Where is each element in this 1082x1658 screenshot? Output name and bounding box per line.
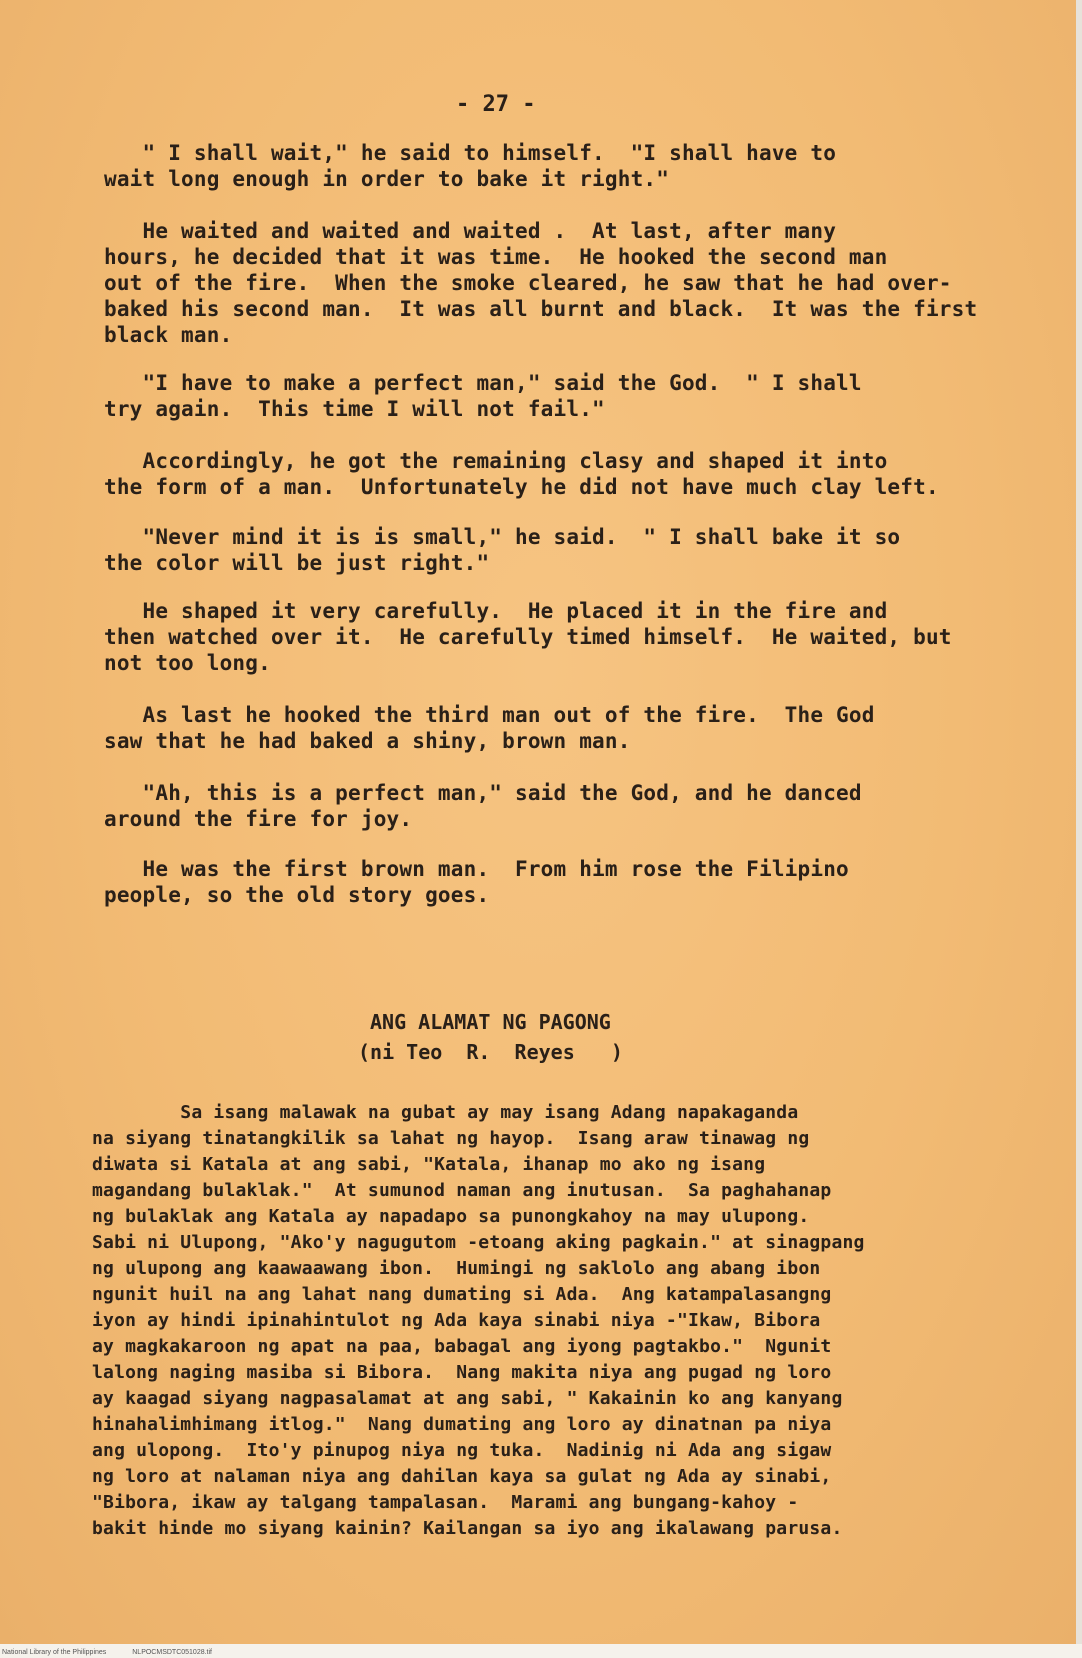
paragraph-6: He shaped it very carefully. He placed it in the fire and then watched over it. He carefully timed himself. He waited, but not too long. — [104, 599, 952, 675]
paragraph-7: As last he hooked the third man out of the fire. The God saw that he had baked a shiny, brown man. — [104, 703, 875, 753]
story-title: ANG ALAMAT NG PAGONG — [370, 1010, 611, 1034]
footer-file: NLPOCMSDTC051028.tif — [132, 1649, 213, 1656]
footer-library: National Library of the Philippines — [2, 1649, 107, 1656]
paragraph-8: "Ah, this is a perfect man," said the God, and he danced around the fire for joy. — [104, 781, 862, 831]
paragraph-1: " I shall wait," he said to himself. "I shall have to wait long enough in order to bake it right." — [104, 141, 837, 191]
paragraph-4: Accordingly, he got the remaining clasy and shaped it into the form of a man. Unfortunately he did not have much clay left. — [104, 449, 939, 499]
paragraph-3: "I have to make a perfect man," said the God. " I shall try again. This time I will not fail." — [104, 371, 862, 421]
scan-footer — [2, 1649, 236, 1656]
paragraph-2: He waited and waited and waited . At last, after many hours, he decided that it was time. He hooked the second man out of the fire. When the smoke cleared, he saw that he had over- baked his second man. It was all burnt and black. It was the first black man. — [104, 219, 978, 347]
page-edge — [1076, 0, 1082, 1658]
paragraph-9: He was the first brown man. From him rose the Filipino people, so the old story goes. — [104, 857, 849, 907]
story-author: (ni Teo R. Reyes ) — [358, 1040, 623, 1064]
tagalog-story-text: Sa isang malawak na gubat ay may isang Adang napakaganda na siyang tinatangkilik sa lahat ng hayop. Isang araw tinawag ng diwata si Katala at ang sabi, "Katala, ihanap mo ako ng isang magandang bulaklak." At sumunod naman ang inutusan. Sa paghahanap ng bulaklak ang Katala ay napadapo sa punongkahoy na may ulupong. Sabi ni Ulupong, "Ako'y nagugutom -etoang aking pagkain." at sinagpang ng ulupong ang kaawaawang ibon. Humingi ng saklolo ang abang ibon ngunit huil na ang lahat nang dumating si Ada. Ang katampalasangng iyon ay hindi ipinahintulot ng Ada kaya sinabi niya -"Ikaw, Bibora ay magkakaroon ng apat na paa, babagal ang iyong pagtakbo." Ngunit lalong naging masiba si Bibora. Nang makita niya ang pugad ng loro ay kaagad siyang nagpasalamat at ang sabi, " Kakainin ko ang kanyang hinahalimhimang itlog." Nang dumating ang loro ay dinatnan pa niya ang ulopong. Ito'y pinupog niya ng tuka. Nadinig ni Ada ang sigaw ng loro at nalaman niya ang dahilan kaya sa gulat ng Ada ay sinabi, "Bibora, ikaw ay talgang tampalasan. Marami ang bungang-kahoy - bakit hinde mo siyang kainin? Kailangan sa iyo ang ikalawang parusa. — [92, 1102, 865, 1539]
paragraph-5: "Never mind it is is small," he said. " I shall bake it so the color will be just right." — [104, 525, 901, 575]
page-number: - 27 - — [456, 92, 536, 117]
